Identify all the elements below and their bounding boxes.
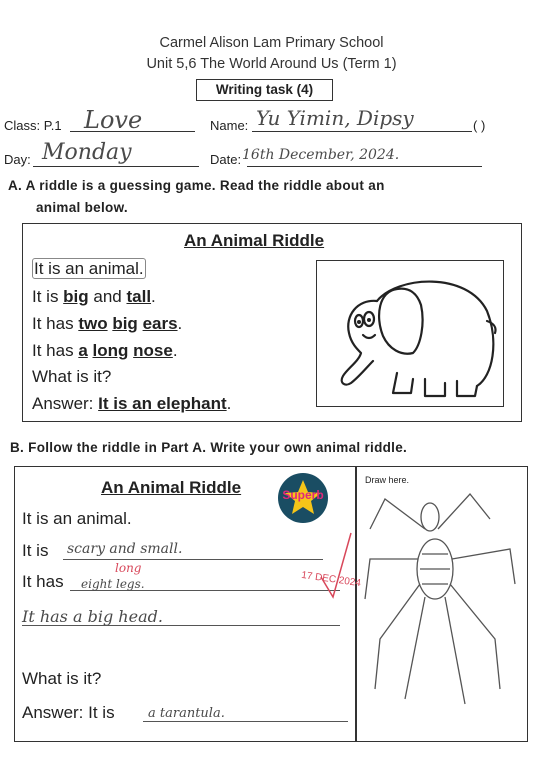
class-number-paren: ( ) [473,118,486,133]
riddle-line-4: It has a long nose. [32,341,178,360]
part-a-instruction-cont: animal below. [36,200,128,215]
part-b-line-3-label: It has [22,572,64,591]
part-a-riddle-title: An Animal Riddle [184,231,325,250]
part-b-question: What is it? [22,669,102,688]
unit-title: Unit 5,6 The World Around Us (Term 1) [146,56,397,72]
part-a-instruction: A. A riddle is a guessing game. Read the riddle about an [8,178,385,193]
class-label: Class: P.1 [4,118,62,133]
riddle-line-5: What is it? [32,367,112,386]
tarantula-drawing-icon [360,489,520,729]
superb-badge-text: Superb [282,488,324,502]
part-b-answer-value: a tarantula. [148,706,225,721]
day-underline [33,166,199,167]
task-title: Writing task (4) [196,79,333,101]
part-b-instruction: B. Follow the riddle in Part A. Write your own animal riddle. [10,440,408,455]
riddle-line-2: It is big and tall. [32,287,156,306]
elephant-picture [316,260,504,407]
part-b-line-1: It is an animal. [22,509,132,528]
day-label: Day: [4,152,31,167]
part-b-line-2-underline [63,559,323,560]
teacher-tick-icon [315,527,360,607]
riddle-line-1 [32,259,146,279]
date-label: Date: [210,152,242,167]
class-value: Love [84,106,143,134]
day-value: Monday [42,140,132,165]
elephant-icon [317,261,503,406]
part-b-answer-underline [143,721,348,722]
name-label: Name: [210,118,249,133]
draw-here-label: Draw here. [365,475,410,485]
riddle-line-6: Answer: It is an elephant. [32,394,232,413]
riddle-line-1-text: It is an animal. [34,259,144,278]
part-b-answer-label: Answer: It is [22,703,115,722]
superb-badge [278,473,328,523]
part-b-riddle-title: An Animal Riddle [101,478,242,497]
part-b-riddle-box [14,466,528,742]
part-b-line-2-answer: scary and small. [67,541,183,557]
teacher-correction: long [115,561,142,575]
riddle-line-3: It has two big ears. [32,314,183,333]
date-value: 16th December, 2024. [242,147,400,163]
date-underline [247,166,482,167]
part-b-line-4-answer: It has a big head. [22,607,163,626]
name-underline [252,131,472,132]
part-b-line-4-underline [22,625,340,626]
teacher-date-stamp: 17 DEC 2024 [300,569,362,590]
part-b-line-3-answer: eight legs. [81,577,145,591]
school-name: Carmel Alison Lam Primary School [159,35,384,51]
part-a-riddle-box [22,223,522,422]
part-b-line-2-label: It is [22,541,49,560]
name-value: Yu Yimin, Dipsy [256,106,414,130]
